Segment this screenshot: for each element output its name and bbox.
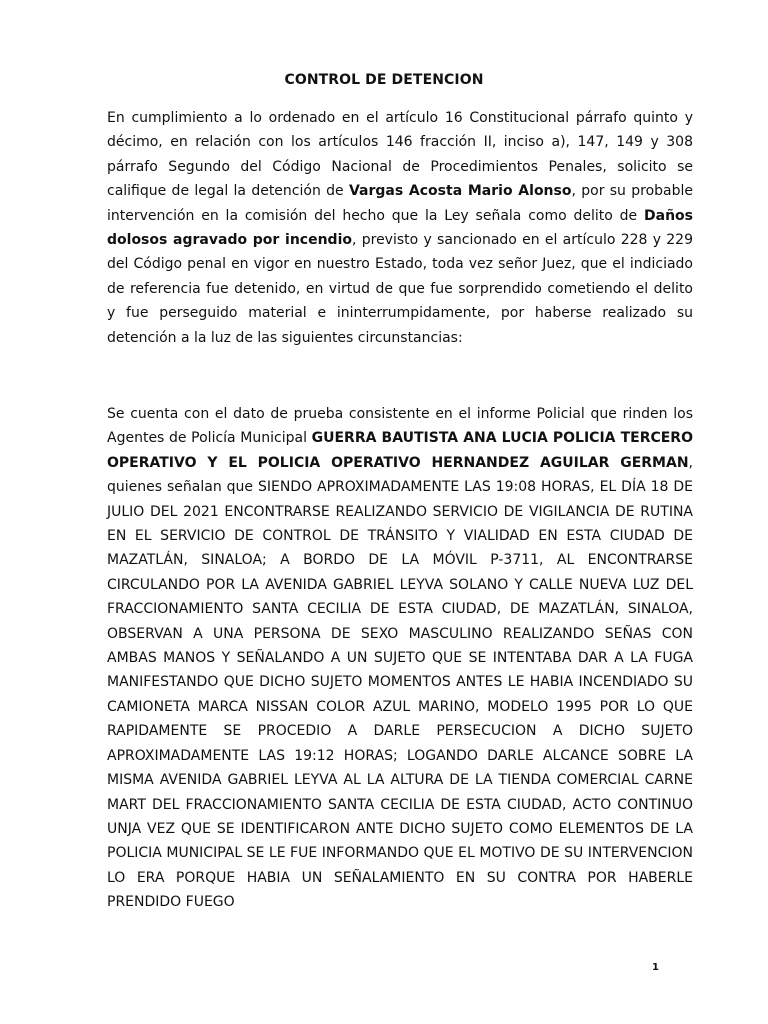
paragraph-police-report: [107, 402, 693, 915]
officer-names: GUERRA BAUTISTA ANA LUCIA POLICIA TERCERO OPERATIVO Y EL POLICIA OPERATIVO HERNANDEZ AGUILAR GERMAN: [107, 430, 693, 471]
paragraph-text: , por su probable intervención en la comisión del hecho que la Ley señala como delito de: [107, 183, 693, 224]
detainee-name: Vargas Acosta Mario Alonso: [348, 183, 572, 200]
paragraph-text: En cumplimiento a lo ordenado en el artículo 16 Constitucional párrafo quinto y décimo, en relación con los artículos 146 fracción II, inciso a), 147, 149 y 308 párrafo Segundo del Código Nacional de Procedimientos Penales, solicito se califique de legal la detención de: [107, 110, 693, 200]
page-number: 1: [652, 962, 659, 973]
paragraph-text: Se cuenta con el dato de prueba consistente en el informe Policial que rinden los Agentes de Policía Municipal: [107, 406, 693, 447]
offense-name: Daños dolosos agravado por incendio: [107, 207, 693, 249]
paragraph-text: , previsto y sancionado en el artículo 228 y 229 del Código penal en vigor en nuestro Estado, toda vez señor Juez, que el indiciado de referencia fue detenido, en virtud de que fue sorprendido cometiendo el delito y fue perseguido material e ininterrumpidamente, por haberse realizado su detención a la luz de las siguientes circunstancias:: [107, 232, 693, 346]
paragraph-detention-request: [107, 106, 693, 350]
paragraph-text: , quienes señalan que SIENDO APROXIMADAMENTE LAS 19:08 HORAS, EL DÍA 18 DE JULIO DEL 2021 ENCONTRARSE REALIZANDO SERVICIO DE VIGILANCIA DE RUTINA EN EL SERVICIO DE CONTROL DE TRÁNSITO Y VIALIDAD EN ESTA CIUDAD DE MAZATLÁN, SINALOA; A BORDO DE LA MÓVIL P-3711, AL ENCONTRARSE CIRCULANDO POR LA AVENIDA GABRIEL LEYVA SOLANO Y CALLE NUEVA LUZ DEL FRACCIONAMIENTO SANTA CECILIA DE ESTA CIUDAD, DE MAZATLÁN, SINALOA, OBSERVAN A UNA PERSONA DE SEXO MASCULINO REALIZANDO SEÑAS CON AMBAS MANOS Y SEÑALANDO A UN SUJETO QUE SE INTENTABA DAR A LA FUGA MANIFESTANDO QUE DICHO SUJETO MOMENTOS ANTES LE HABIA INCENDIADO SU CAMIONETA MARCA NISSAN COLOR AZUL MARINO, MODELO 1995 POR LO QUE RAPIDAMENTE SE PROCEDIO A DARLE PERSECUCION A DICHO SUJETO APROXIMADAMENTE LAS 19:12 HORAS; LOGANDO DARLE ALCANCE SOBRE LA MISMA AVENIDA GABRIEL LEYVA AL LA ALTURA DE LA TIENDA COMERCIAL CARNE MART DEL FRACCIONAMIENTO SANTA CECILIA DE ESTA CIUDAD, ACTO CONTINUO UNJA VEZ QUE SE IDENTIFICARON ANTE DICHO SUJETO COMO ELEMENTOS DE LA POLICIA MUNICIPAL SE LE FUE INFORMANDO QUE EL MOTIVO DE SU INTERVENCION LO ERA PORQUE HABIA UN SEÑALAMIENTO EN SU CONTRA POR HABERLE PRENDIDO FUEGO: [107, 454, 693, 911]
document-title: CONTROL DE DETENCION: [284, 72, 484, 88]
